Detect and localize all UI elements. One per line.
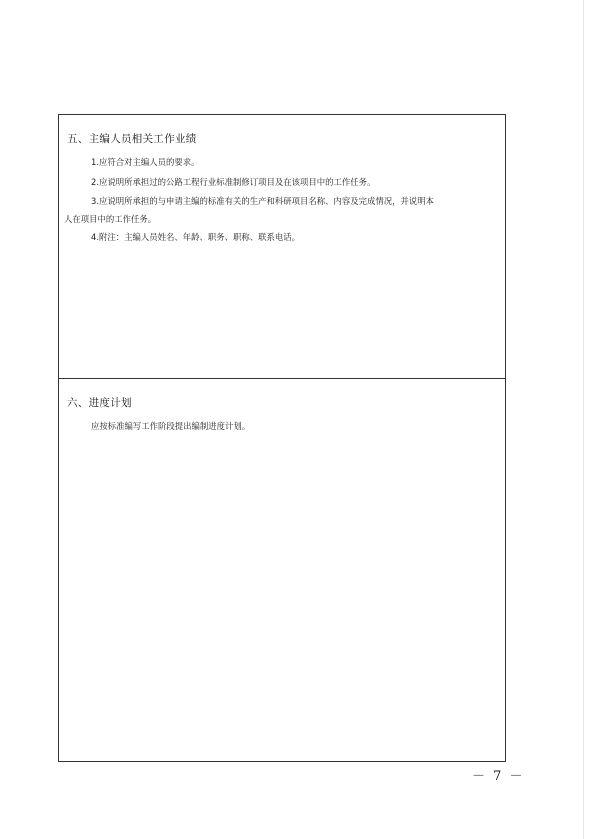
section-6-text: 应按标准编写工作阶段提出编制进度计划。	[91, 421, 251, 431]
section-5-item-1: 1.应符合对主编人员的要求。	[91, 157, 200, 167]
section-6-title: 六、进度计划	[67, 397, 132, 409]
section-main-editor-achievements	[59, 115, 505, 379]
section-schedule-plan	[59, 379, 505, 761]
form-table	[58, 114, 506, 762]
section-5-title: 五、主编人员相关工作业绩	[67, 133, 197, 145]
page-edge	[583, 0, 584, 839]
section-5-item-2: 2.应说明所承担过的公路工程行业标准制修订项目及在该项目中的工作任务。	[91, 177, 376, 187]
section-5-item-3: 3.应说明所承担的与申请主编的标准有关的生产和科研项目名称、内容及完成情况，并说明本	[91, 196, 434, 206]
section-5-item-4: 4.附注：主编人员姓名、年龄、职务、职称、联系电话。	[91, 232, 300, 242]
section-5-item-3-continued: 人在项目中的工作任务。	[64, 214, 157, 224]
page-number: － 7 －	[472, 769, 525, 784]
